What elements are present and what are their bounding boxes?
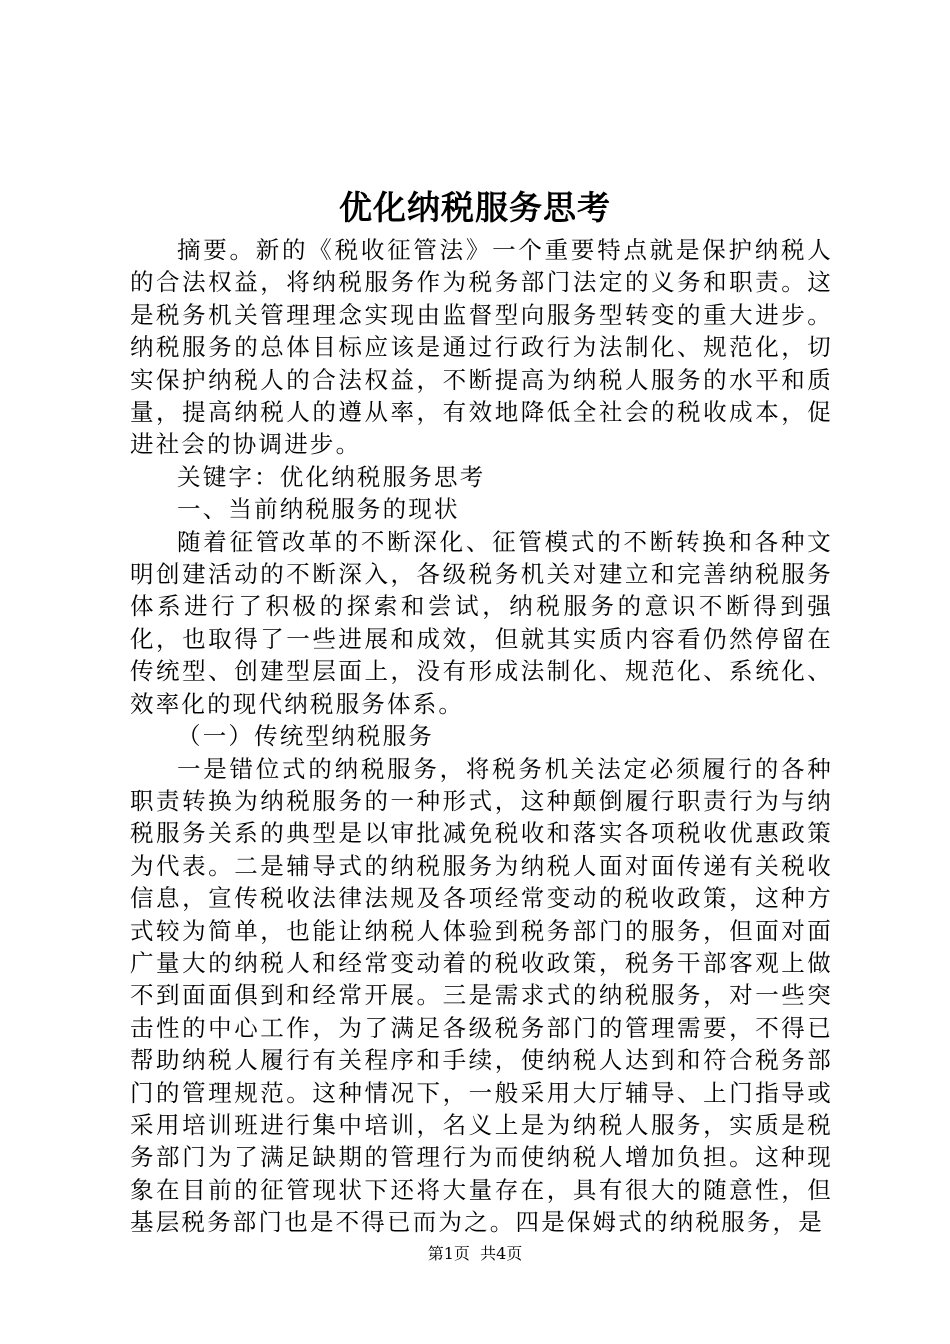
document-title: 优化纳税服务思考 <box>339 188 611 227</box>
abstract-paragraph: 摘要。新的《税收征管法》一个重要特点就是保护纳税人的合法权益，将纳税服务作为税务部门法定的义务和职责。这是税务机关管理理念实现由监督型向服务型转变的重大进步。纳税服务的总体目标应该是通过行政行为法制化、规范化，切实保护纳税人的合法权益，不断提高为纳税人服务的水平和质量，提高纳税人的遵从率，有效地降低全社会的税收成本，促进社会的协调进步。 <box>130 236 833 459</box>
page-footer <box>0 1244 950 1264</box>
section-heading-1: 一、当前纳税服务的现状 <box>177 495 460 524</box>
subsection-heading-1: （一）传统型纳税服务 <box>177 722 434 751</box>
document-body <box>130 234 833 1239</box>
keywords-paragraph: 关键字：优化纳税服务思考 <box>177 462 486 491</box>
body-paragraph: 随着征管改革的不断深化、征管模式的不断转换和各种文明创建活动的不断深入，各级税务机关对建立和完善纳税服务体系进行了积极的探索和尝试，纳税服务的意识不断得到强化，也取得了一些进展和成效，但就其实质内容看仍然停留在传统型、创建型层面上，没有形成法制化、规范化、系统化、效率化的现代纳税服务体系。 <box>130 527 833 718</box>
page-number: 第1页 <box>427 1244 470 1263</box>
page-total: 共4页 <box>480 1244 523 1263</box>
body-paragraph: 一是错位式的纳税服务，将税务机关法定必须履行的各种职责转换为纳税服务的一种形式，这种颠倒履行职责行为与纳税服务关系的典型是以审批减免税收和落实各项税收优惠政策为代表。二是辅导式的纳税服务为纳税人面对面传递有关税收信息，宣传税收法律法规及各项经常变动的税收政策，这种方式较为简单，也能让纳税人体验到税务部门的服务，但面对面广量大的纳税人和经常变动着的税收政策，税务干部客观上做不到面面俱到和经常开展。三是需求式的纳税服务，对一些突击性的中心工作，为了满足各级税务部门的管理需要，不得已帮助纳税人履行有关程序和手续，使纳税人达到和符合税务部门的管理规范。这种情况下，一般采用大厅辅导、上门指导或采用培训班进行集中培训，名义上是为纳税人服务，实质是税务部门为了满足缺期的管理行为而使纳税人增加负担。这种现象在目前的征管现状下还将大量存在，具有很大的随意性，但基层税务部门也是不得已而为之。四是保姆式的纳税服务，是 <box>130 754 833 1237</box>
footer-separator <box>470 1244 480 1263</box>
